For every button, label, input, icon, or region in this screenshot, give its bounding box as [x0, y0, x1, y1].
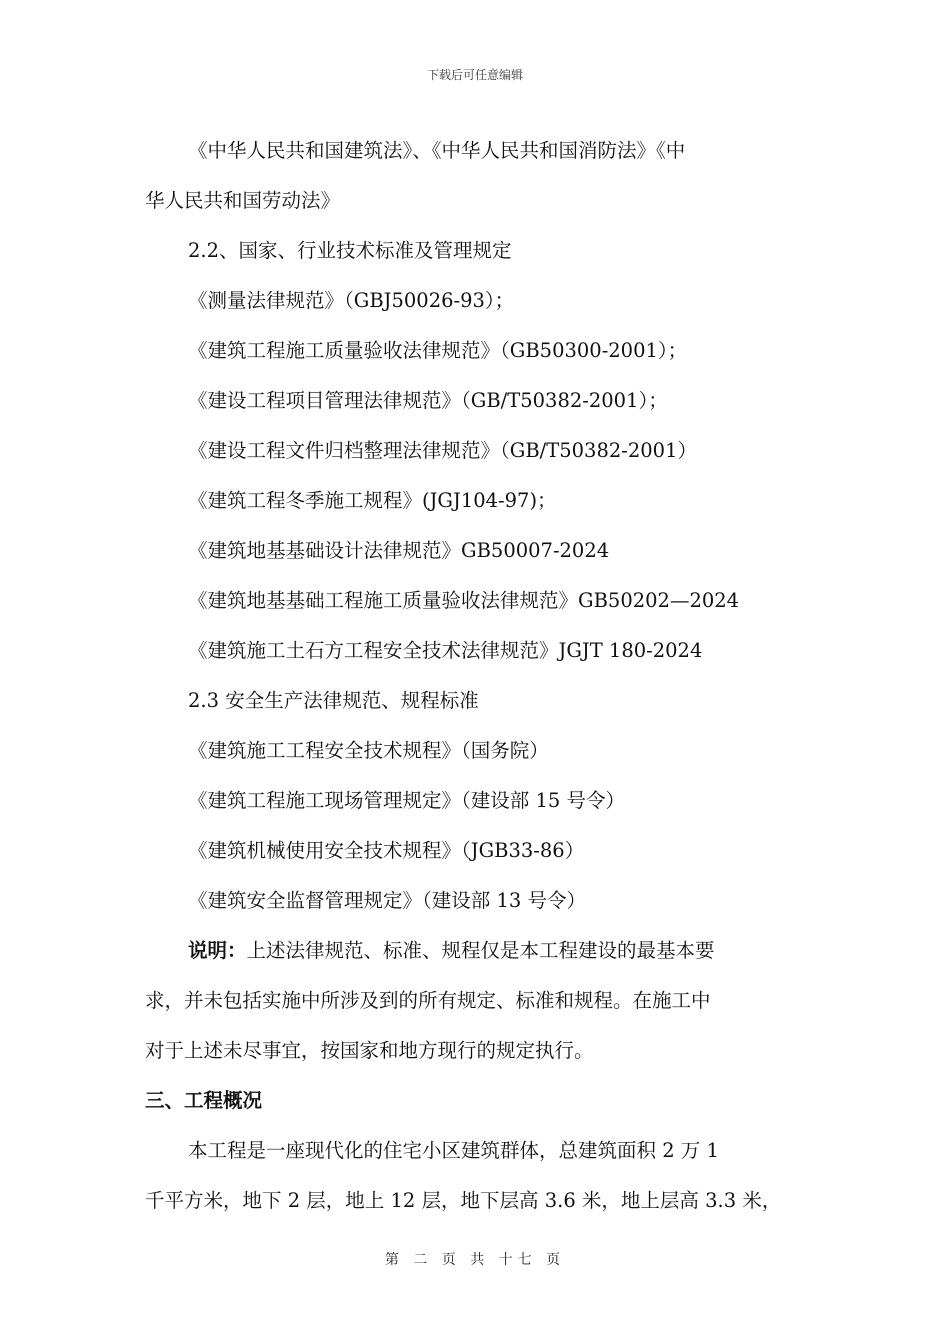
standard-item: 《建筑地基基础工程施工质量验收法律规范》GB50202—2024	[188, 589, 740, 612]
overview-text: 本工程是一座现代化的住宅小区建筑群体，总建筑面积 2 万 1	[188, 1139, 719, 1162]
standard-item: 《建筑施工工程安全技术规程》（国务院）	[188, 739, 549, 762]
note-text: 求，并未包括实施中所涉及到的所有规定、标准和规程。在施工中	[145, 989, 711, 1012]
standard-item: 《建筑工程施工质量验收法律规范》（GB50300-2001）；	[188, 339, 688, 362]
overview-text: 千平方米，地下 2 层，地上 12 层，地下层高 3.6 米，地上层高 3.3 米，	[145, 1189, 782, 1212]
section-title: 三、工程概况	[145, 1089, 263, 1112]
note-paragraph	[145, 926, 815, 976]
standard-item: 《建设工程文件归档整理法律规范》（GB/T50382-2001）	[188, 439, 697, 462]
text-line: 华人民共和国劳动法》	[145, 189, 341, 212]
standard-item: 《建筑地基基础设计法律规范》GB50007-2024	[188, 539, 610, 562]
subsection-heading: 2.3 安全生产法律规范、规程标准	[188, 689, 479, 712]
document-body	[145, 126, 815, 1226]
standard-item: 《建设工程项目管理法律规范》（GB/T50382-2001）；	[188, 389, 668, 412]
text-line: 《中华人民共和国建筑法》、《中华人民共和国消防法》《中	[188, 139, 686, 162]
standard-item: 《建筑工程冬季施工规程》(JGJ104-97)；	[188, 489, 557, 512]
standard-item: 《建筑安全监督管理规定》（建设部 13 号令）	[188, 889, 586, 912]
page-header: 下载后可任意编辑	[426, 68, 523, 82]
note-text: 上述法律规范、标准、规程仅是本工程建设的最基本要	[246, 939, 715, 962]
note-text: 对于上述未尽事宜，按国家和地方现行的规定执行。	[145, 1039, 594, 1062]
standard-item: 《建筑工程施工现场管理规定》（建设部 15 号令）	[188, 789, 625, 812]
note-label: 说明：	[188, 939, 247, 962]
standard-item: 《建筑机械使用安全技术规程》（JGB33-86）	[188, 839, 585, 862]
standard-item: 《建筑施工土石方工程安全技术法律规范》JGJT 180-2024	[188, 639, 703, 662]
page-footer: 第 二 页 共 十七 页	[384, 1252, 566, 1268]
standard-item: 《测量法律规范》（GBJ50026-93）；	[188, 289, 515, 312]
subsection-heading: 2.2、国家、行业技术标准及管理规定	[188, 239, 512, 262]
